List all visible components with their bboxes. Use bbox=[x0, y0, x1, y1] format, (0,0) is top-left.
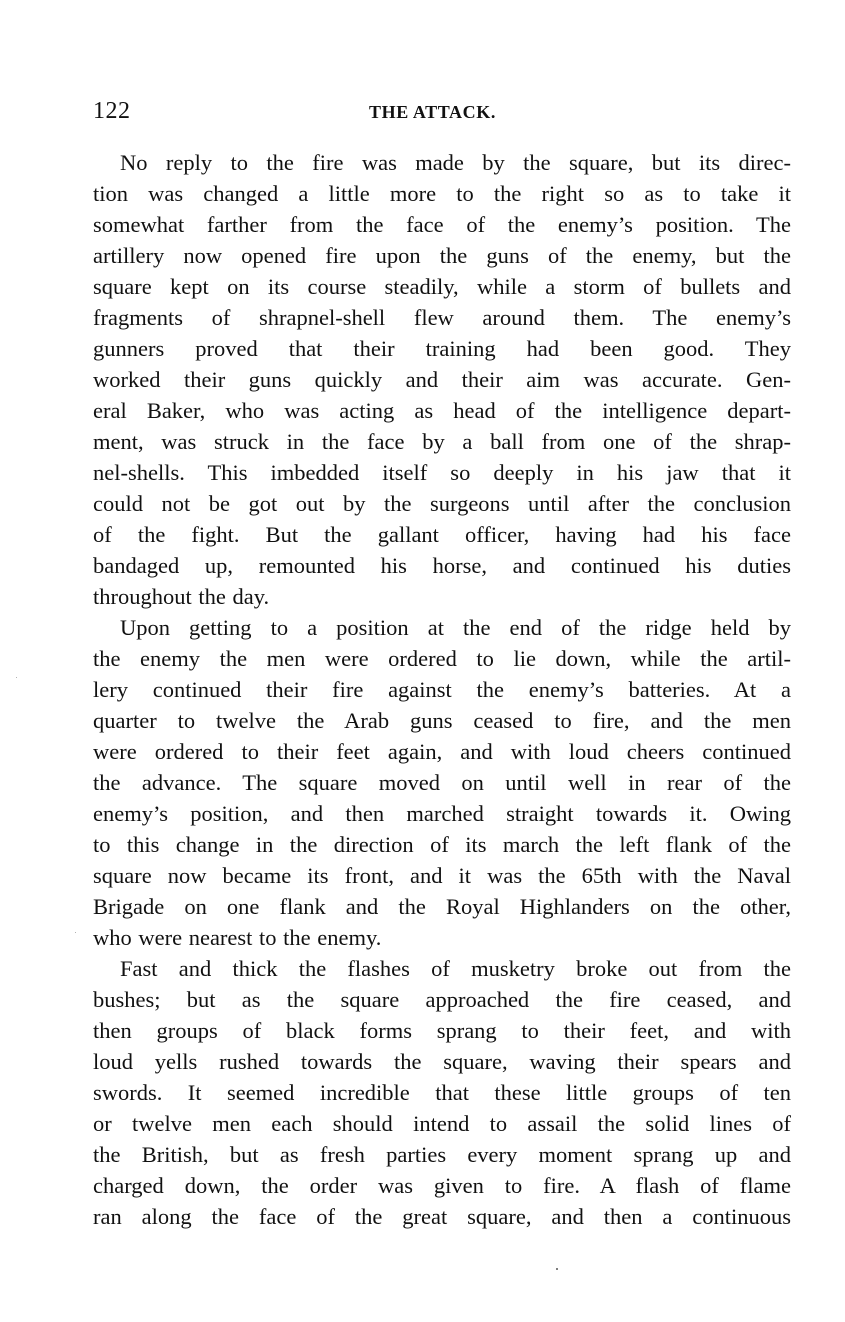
print-speck bbox=[16, 677, 17, 678]
text-line: bushes; but as the square approached the fire ceased, and bbox=[93, 987, 791, 1012]
text-line: loud yells rushed towards the square, waving their spears and bbox=[93, 1049, 791, 1074]
text-line: could not be got out by the surgeons until after the conclusion bbox=[93, 491, 791, 516]
text-line: nel-shells. This imbedded itself so deeply in his jaw that it bbox=[93, 460, 791, 485]
text-line: No reply to the fire was made by the square, but its direc- bbox=[120, 150, 791, 175]
text-line: Brigade on one flank and the Royal Highlanders on the other, bbox=[93, 894, 791, 919]
text-line: of the fight. But the gallant officer, having had his face bbox=[93, 522, 791, 547]
text-line: or twelve men each should intend to assail the solid lines of bbox=[93, 1111, 791, 1136]
text-line: the enemy the men were ordered to lie down, while the artil- bbox=[93, 646, 791, 671]
text-line: the advance. The square moved on until well in rear of the bbox=[93, 770, 791, 795]
paragraph bbox=[93, 953, 791, 1232]
paragraph bbox=[93, 147, 791, 612]
text-line: artillery now opened fire upon the guns of the enemy, but the bbox=[93, 243, 791, 268]
text-line: swords. It seemed incredible that these little groups of ten bbox=[93, 1080, 791, 1105]
text-line: somewhat farther from the face of the enemy’s position. The bbox=[93, 212, 791, 237]
text-line: then groups of black forms sprang to their feet, and with bbox=[93, 1018, 791, 1043]
text-line: bandaged up, remounted his horse, and continued his duties bbox=[93, 553, 791, 578]
text-line: gunners proved that their training had been good. They bbox=[93, 336, 791, 361]
text-line: throughout the day. bbox=[93, 584, 270, 609]
text-line: fragments of shrapnel-shell flew around them. The enemy’s bbox=[93, 305, 791, 330]
text-line: to this change in the direction of its march the left flank of the bbox=[93, 832, 791, 857]
text-line: ment, was struck in the face by a ball from one of the shrap- bbox=[93, 429, 791, 454]
page-number: 122 bbox=[93, 98, 131, 124]
text-line: who were nearest to the enemy. bbox=[93, 925, 382, 950]
text-line: enemy’s position, and then marched straight towards it. Owing bbox=[93, 801, 791, 826]
text-line: square now became its front, and it was the 65th with the Naval bbox=[93, 863, 791, 888]
text-line: square kept on its course steadily, while a storm of bullets and bbox=[93, 274, 791, 299]
text-line: quarter to twelve the Arab guns ceased to fire, and the men bbox=[93, 708, 791, 733]
text-line: tion was changed a little more to the right so as to take it bbox=[93, 181, 791, 206]
text-line: ran along the face of the great square, and then a continuous bbox=[93, 1204, 791, 1229]
print-speck bbox=[75, 932, 76, 933]
text-line: Upon getting to a position at the end of the ridge held by bbox=[120, 615, 791, 640]
text-line: worked their guns quickly and their aim was accurate. Gen- bbox=[93, 367, 791, 392]
text-line: were ordered to their feet again, and with loud cheers continued bbox=[93, 739, 791, 764]
body-text bbox=[93, 147, 791, 1232]
text-line: the British, but as fresh parties every moment sprang up and bbox=[93, 1142, 791, 1167]
text-line: Fast and thick the flashes of musketry broke out from the bbox=[120, 956, 791, 981]
paragraph bbox=[93, 612, 791, 953]
text-line: lery continued their fire against the enemy’s batteries. At a bbox=[93, 677, 791, 702]
print-speck bbox=[556, 1268, 558, 1270]
running-head: THE ATTACK. bbox=[369, 102, 496, 122]
text-line: eral Baker, who was acting as head of the intelligence depart- bbox=[93, 398, 791, 423]
text-line: charged down, the order was given to fire. A flash of flame bbox=[93, 1173, 791, 1198]
page-header bbox=[93, 96, 791, 130]
